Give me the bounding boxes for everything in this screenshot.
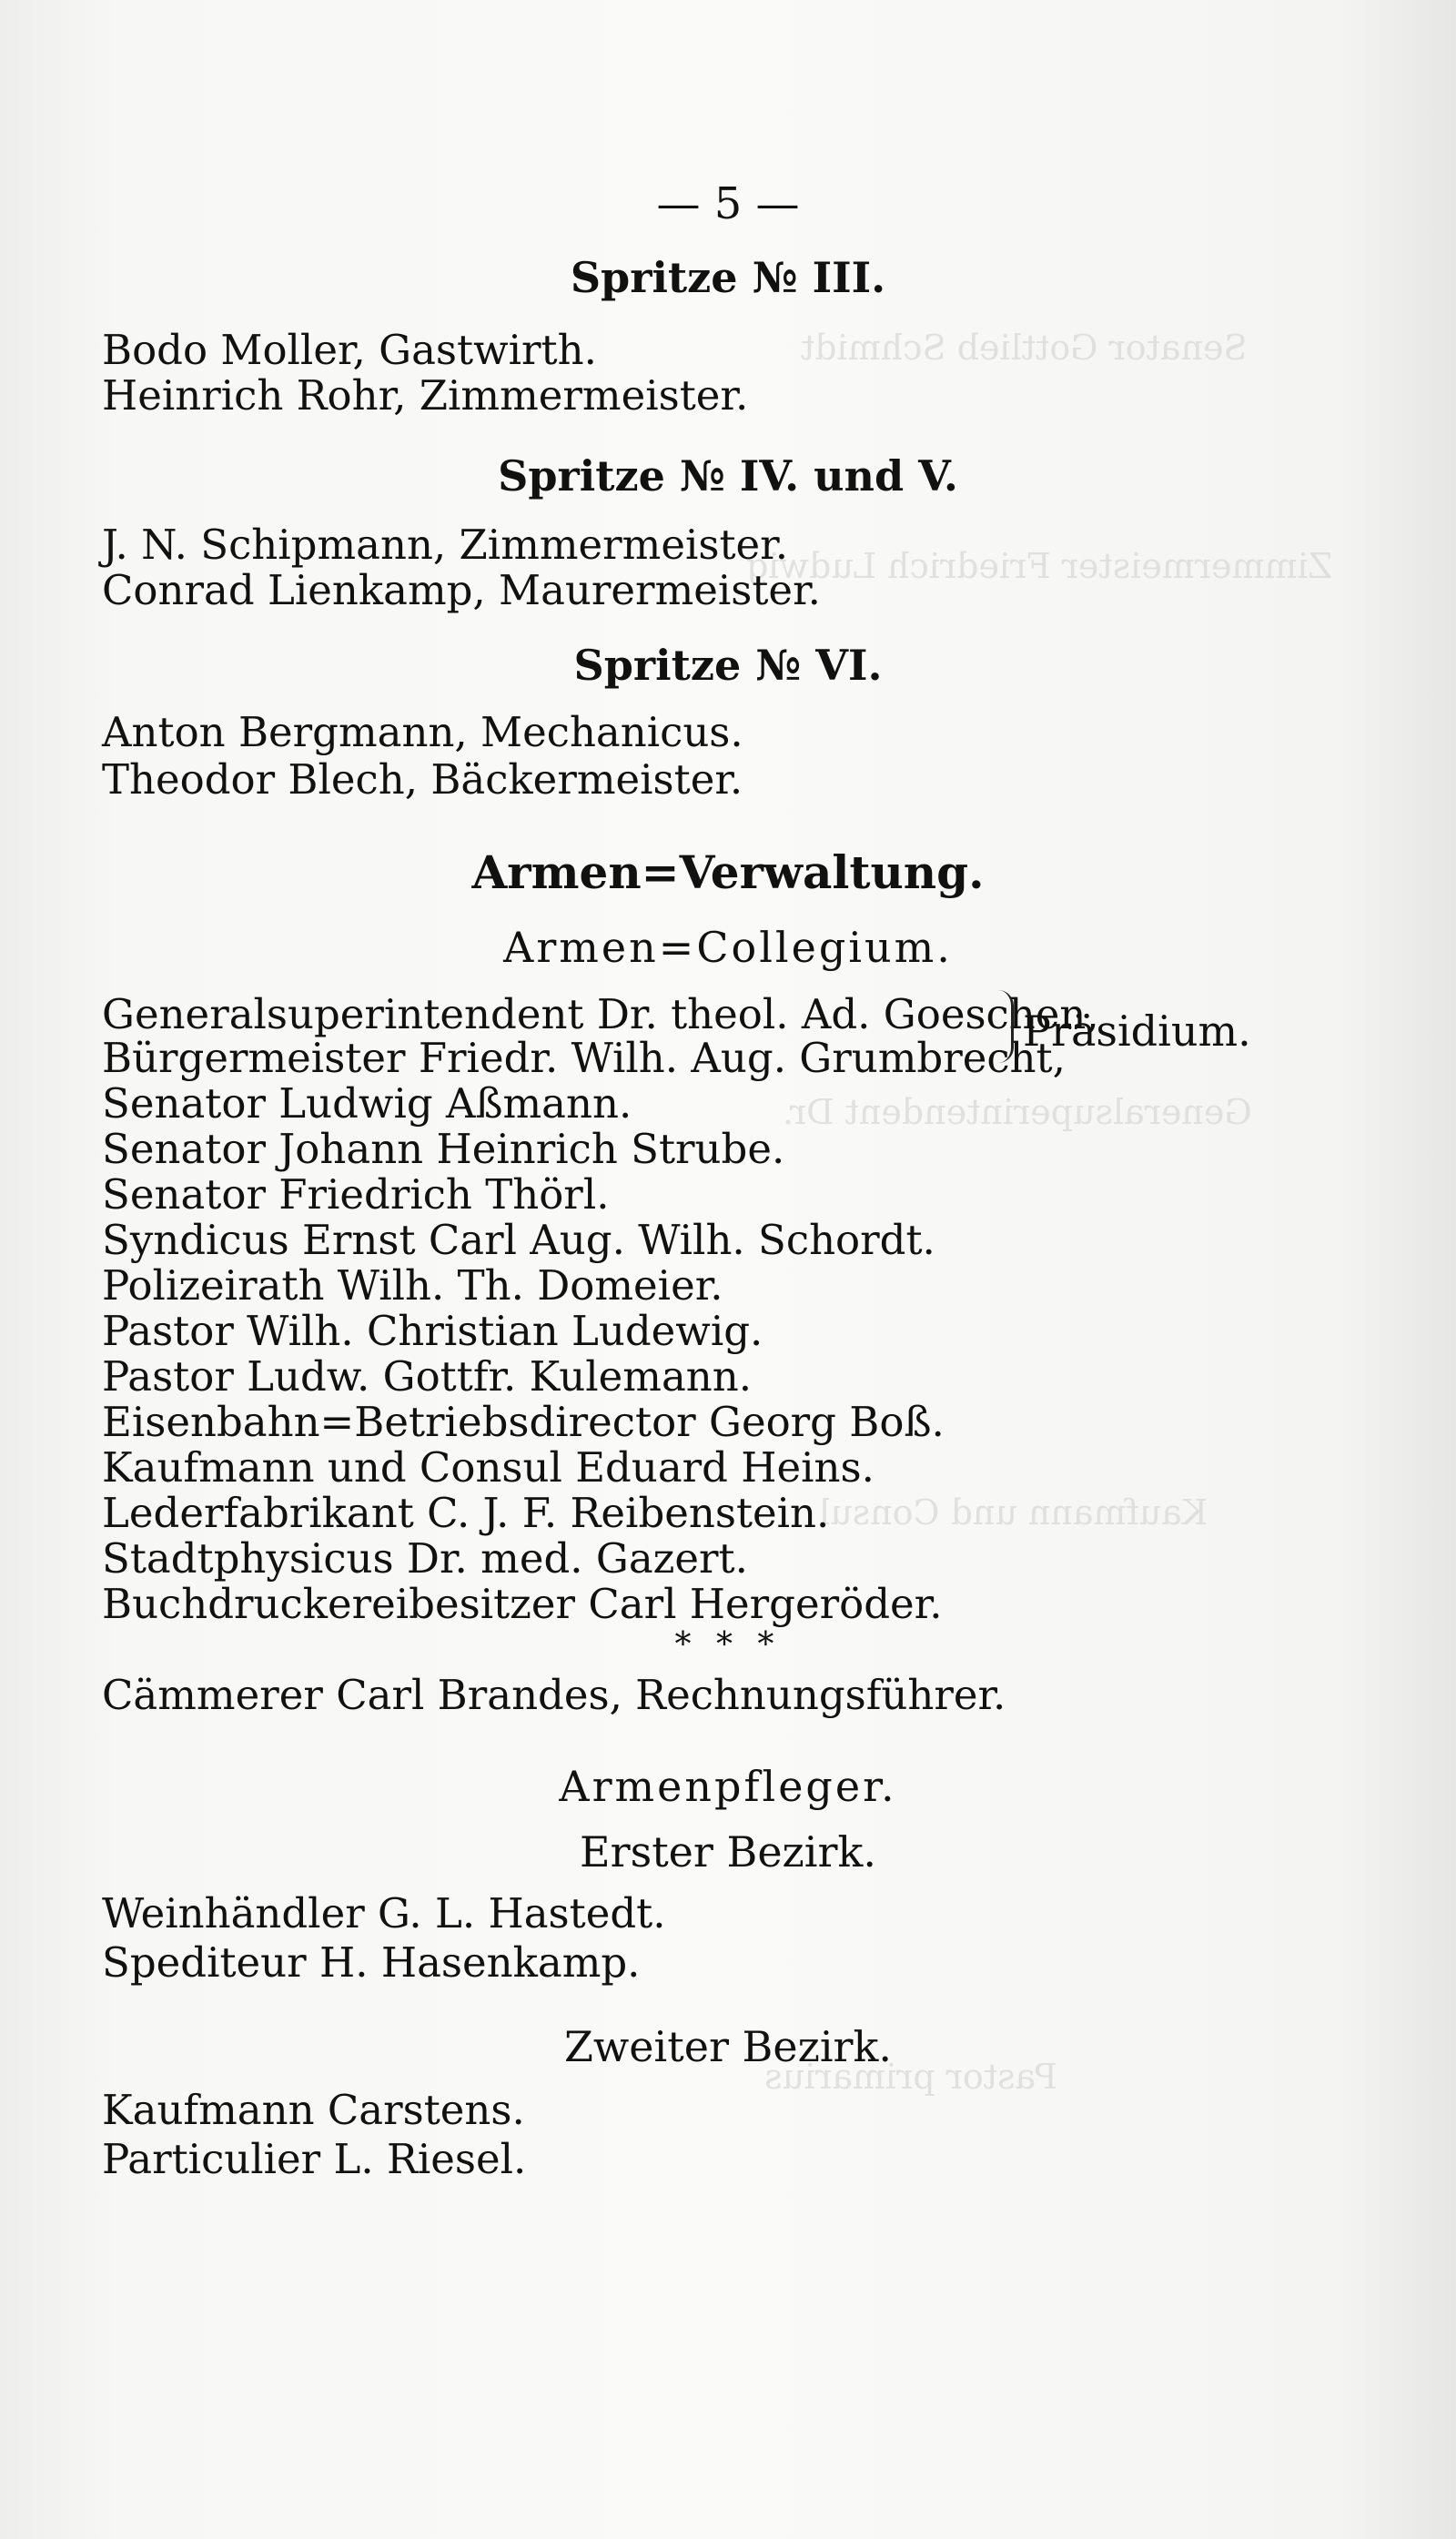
treasurer-line: Cämmerer Carl Brandes, Rechnungsführer. bbox=[102, 1671, 1006, 1719]
list-item: Senator Ludwig Aßmann. bbox=[102, 1079, 632, 1128]
list-item: Particulier L. Riesel. bbox=[102, 2135, 527, 2183]
list-item: Pastor Wilh. Christian Ludewig. bbox=[102, 1307, 763, 1355]
list-item: Pastor Ludw. Gottfr. Kulemann. bbox=[102, 1352, 753, 1401]
list-item: Stadtphysicus Dr. med. Gazert. bbox=[102, 1534, 748, 1583]
list-item: Senator Johann Heinrich Strube. bbox=[102, 1125, 785, 1173]
list-item: Eisenbahn=Betriebsdirector Georg Boß. bbox=[102, 1398, 945, 1446]
list-item: Theodor Blech, Bäckermeister. bbox=[102, 755, 743, 804]
list-item: Conrad Lienkamp, Maurermeister. bbox=[102, 566, 821, 614]
bleed-through-text: Kaufmann und Consul bbox=[819, 1492, 1208, 1533]
list-item: J. N. Schipmann, Zimmermeister. bbox=[102, 521, 789, 569]
list-item: Heinrich Rohr, Zimmermeister. bbox=[102, 371, 749, 420]
list-item: Generalsuperintendent Dr. theol. Ad. Goeschen, bbox=[102, 990, 1099, 1038]
bleed-through-text: Pastor primarius bbox=[764, 2057, 1058, 2097]
list-item: Lederfabrikant C. J. F. Reibenstein. bbox=[102, 1489, 830, 1537]
section-title: Armen=Verwaltung. bbox=[471, 845, 985, 899]
president-brace bbox=[998, 990, 1014, 1063]
bleed-through-text: Generalsuperintendent Dr. bbox=[783, 1092, 1252, 1132]
list-item: Kaufmann und Consul Eduard Heins. bbox=[102, 1443, 875, 1492]
bleed-through-text: Senator Gottlieb Schmidt bbox=[801, 328, 1248, 368]
president-label: Präsidium. bbox=[1023, 1006, 1251, 1056]
list-item: Weinhändler G. L. Hastedt. bbox=[102, 1889, 666, 1937]
bleed-through-text: Zimmermeister Friedrich Ludwig bbox=[746, 546, 1333, 586]
subsection-heading: Armenpfleger. bbox=[559, 1762, 897, 1811]
page-number: — 5 — bbox=[656, 178, 800, 229]
group-heading: Spritze № IV. und V. bbox=[498, 451, 958, 501]
list-item: Spediteur H. Hasenkamp. bbox=[102, 1938, 641, 1987]
list-item: Polizeirath Wilh. Th. Domeier. bbox=[102, 1261, 723, 1310]
separator-asterisks: * * * bbox=[674, 1626, 782, 1664]
subsection-heading: Armen=Collegium. bbox=[503, 923, 953, 972]
group-heading: Spritze № VI. bbox=[573, 641, 883, 690]
district-heading: Zweiter Bezirk. bbox=[563, 2022, 893, 2071]
list-item: Bodo Moller, Gastwirth. bbox=[102, 326, 597, 374]
group-heading: Spritze № III. bbox=[570, 253, 886, 302]
list-item: Buchdruckereibesitzer Carl Hergeröder. bbox=[102, 1580, 943, 1628]
list-item: Kaufmann Carstens. bbox=[102, 2086, 525, 2134]
list-item: Bürgermeister Friedr. Wilh. Aug. Grumbrecht, bbox=[102, 1034, 1066, 1082]
list-item: Anton Bergmann, Mechanicus. bbox=[102, 708, 743, 756]
district-heading: Erster Bezirk. bbox=[580, 1827, 876, 1876]
list-item: Senator Friedrich Thörl. bbox=[102, 1170, 610, 1219]
list-item: Syndicus Ernst Carl Aug. Wilh. Schordt. bbox=[102, 1216, 935, 1264]
